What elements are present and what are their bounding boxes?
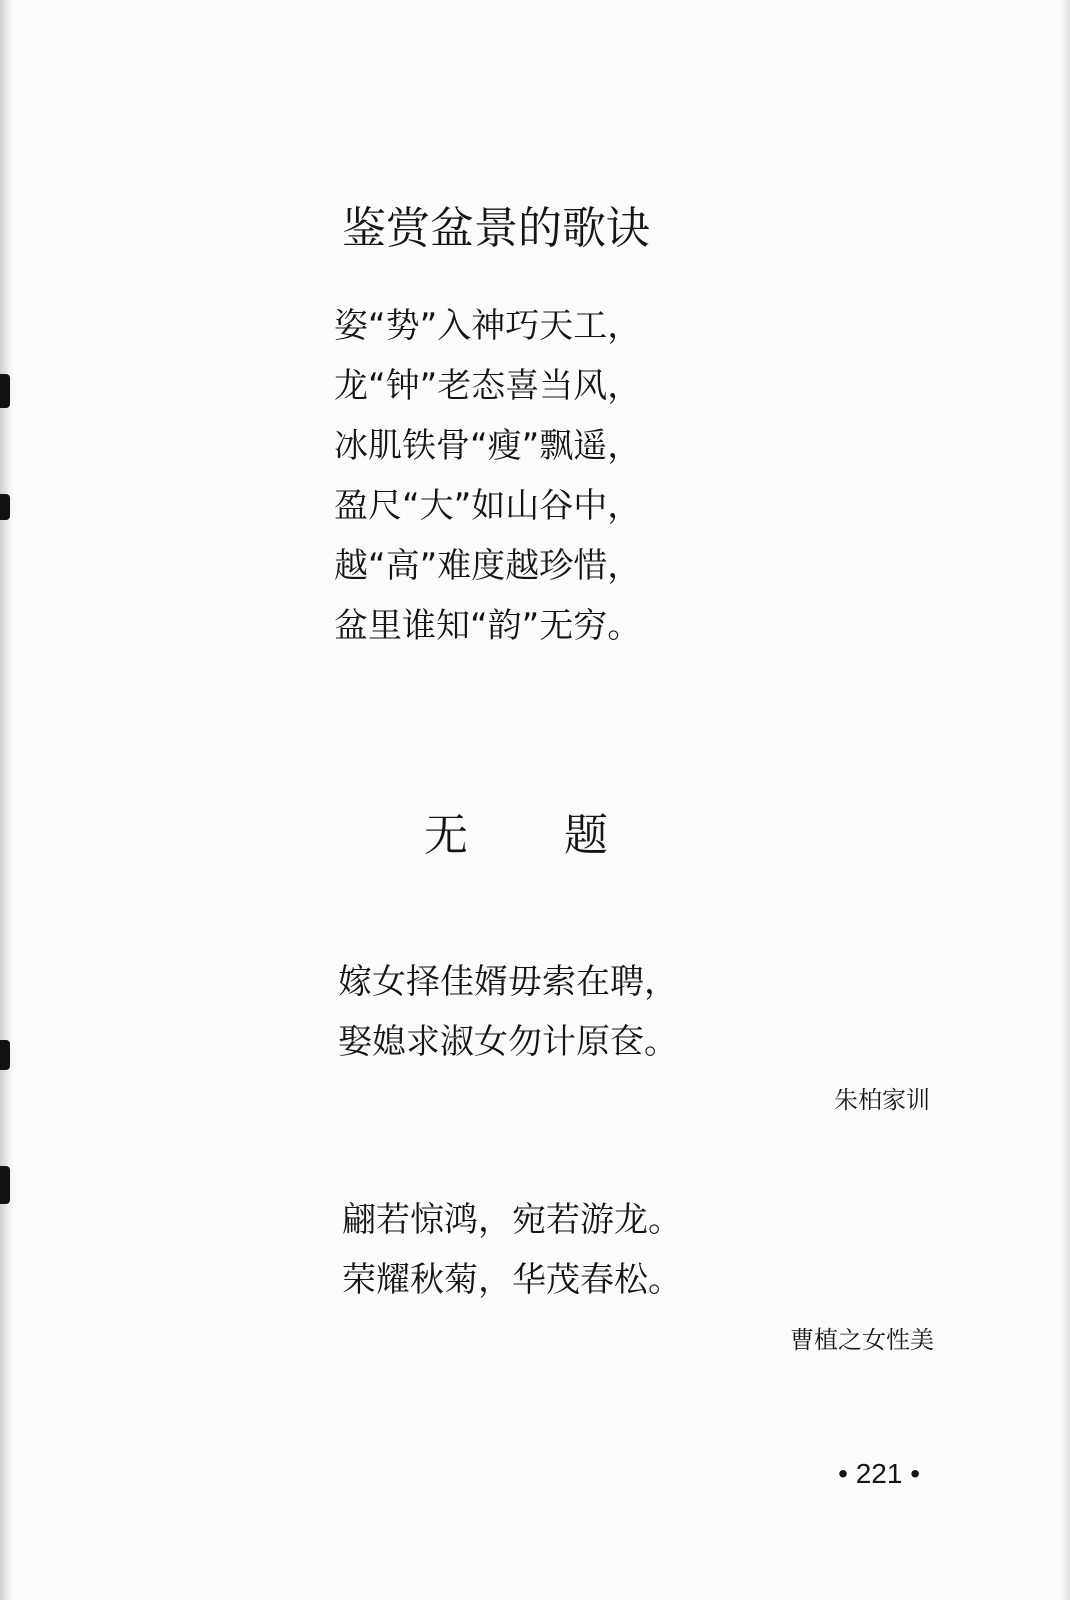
poem-line: 翩若惊鸿，宛若游龙。 [342, 1200, 682, 1240]
binding-ink-mark [0, 1166, 10, 1204]
attribution-cao-zhi: 曹植之女性美 [790, 1326, 934, 1354]
poem-line: 娶媳求淑女勿计原奁。 [338, 1022, 678, 1062]
poem-bonsai-lines [334, 302, 641, 662]
poem-marriage-lines [338, 958, 678, 1078]
poem-line: 姿“势”入神巧天工， [334, 306, 642, 346]
poem-line: 龙“钟”老态喜当风， [334, 366, 642, 406]
poem-line: 盈尺“大”如山谷中， [334, 486, 642, 526]
title-char: 无 [424, 810, 468, 861]
page-edge-shadow [1060, 0, 1070, 1600]
binding-ink-mark [0, 374, 10, 408]
poem-beauty-lines [342, 1196, 682, 1316]
attribution-zhu-bai: 朱柏家训 [834, 1086, 930, 1114]
page-number: • 221 • [838, 1458, 920, 1489]
binding-edge-shadow [0, 0, 14, 1600]
binding-ink-mark [0, 494, 10, 520]
poem-line: 嫁女择佳婿毋索在聘， [338, 962, 678, 1002]
poem-title-untitled [424, 808, 608, 864]
poem-line: 冰肌铁骨“瘦”飘遥， [334, 426, 642, 466]
title-char: 题 [564, 810, 608, 861]
poem-line: 越“高”难度越珍惜， [334, 546, 642, 586]
binding-ink-mark [0, 1040, 10, 1070]
poem-title-bonsai: 鉴赏盆景的歌诀 [342, 203, 650, 255]
poem-line: 盆里谁知“韵”无穷。 [334, 606, 642, 646]
poem-line: 荣耀秋菊，华茂春松。 [342, 1260, 682, 1300]
